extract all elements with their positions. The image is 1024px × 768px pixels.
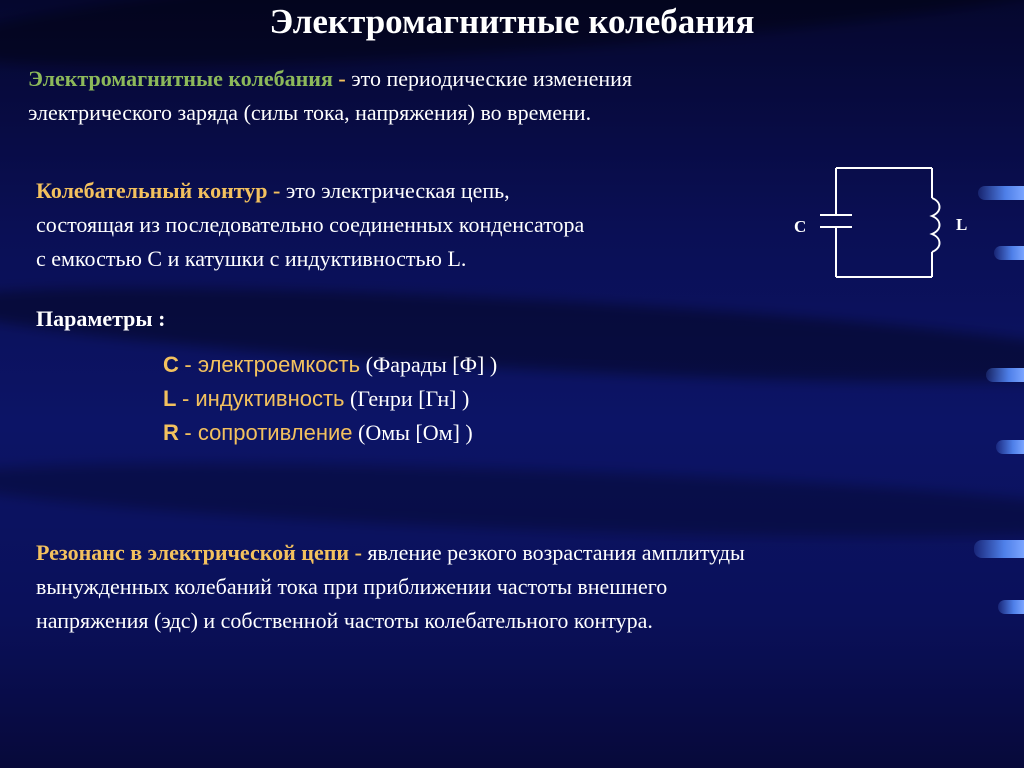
- definition-line-2: электрического заряда (силы тока, напряжения) во времени.: [28, 100, 592, 125]
- parameters-title: Параметры :: [36, 306, 166, 331]
- circuit-definition-text: это электрическая цепь,: [280, 178, 510, 203]
- parameter-symbol: R: [163, 420, 179, 445]
- circuit-definition-line-1: [36, 174, 776, 208]
- resonance-line-1: [36, 536, 996, 570]
- parameter-name: - индуктивность: [181, 386, 345, 411]
- circuit-term: Колебательный контур: [36, 178, 268, 203]
- inductor-coil-icon: [932, 198, 940, 252]
- parameter-unit: (Генри [Гн] ): [344, 386, 470, 411]
- resonance-dash: -: [354, 540, 362, 565]
- parameter-row-capacitance: [163, 348, 497, 382]
- edge-decoration-bar: [996, 440, 1024, 454]
- circuit-definition-line-3: с емкостью С и катушки с индуктивностью L.: [36, 246, 467, 271]
- resonance-line-2: вынужденных колебаний тока при приближении частоты внешнего: [36, 574, 668, 599]
- parameter-symbol: C: [163, 352, 179, 377]
- parameter-unit: (Омы [Ом] ): [352, 420, 473, 445]
- resonance-term: Резонанс в электрической цепи: [36, 540, 350, 565]
- parameter-unit: (Фарады [Ф] ): [360, 352, 498, 377]
- parameter-name: - сопротивление: [184, 420, 353, 445]
- parameter-row-resistance: [163, 416, 497, 450]
- lc-circuit-diagram: [790, 160, 980, 290]
- definition-text: это периодические изменения: [345, 66, 633, 91]
- parameter-symbol: L: [163, 386, 177, 411]
- edge-decoration-bar: [998, 600, 1024, 614]
- circuit-definition-line-2: состоящая из последовательно соединенных конденсатора: [36, 212, 585, 237]
- edge-decoration-bar: [978, 186, 1024, 200]
- definition-block: [28, 62, 828, 130]
- edge-decoration-bar: [994, 246, 1024, 260]
- definition-line-1: [28, 62, 828, 96]
- parameters-list: [163, 348, 497, 450]
- parameter-row-inductance: [163, 382, 497, 416]
- resonance-block: [36, 536, 996, 638]
- definition-dash: -: [338, 66, 346, 91]
- capacitor-label: C: [794, 217, 807, 236]
- resonance-text: явление резкого возрастания амплитуды: [361, 540, 745, 565]
- inductor-label: L: [956, 215, 968, 234]
- edge-decoration-bar: [986, 368, 1024, 382]
- resonance-line-3: напряжения (эдс) и собственной частоты колебательного контура.: [36, 608, 653, 633]
- parameter-name: - электроемкость: [184, 352, 361, 377]
- slide-title: Электромагнитные колебания: [269, 2, 755, 41]
- definition-term: Электромагнитные колебания: [28, 66, 333, 91]
- circuit-dash: -: [273, 178, 281, 203]
- circuit-definition-block: [36, 174, 776, 276]
